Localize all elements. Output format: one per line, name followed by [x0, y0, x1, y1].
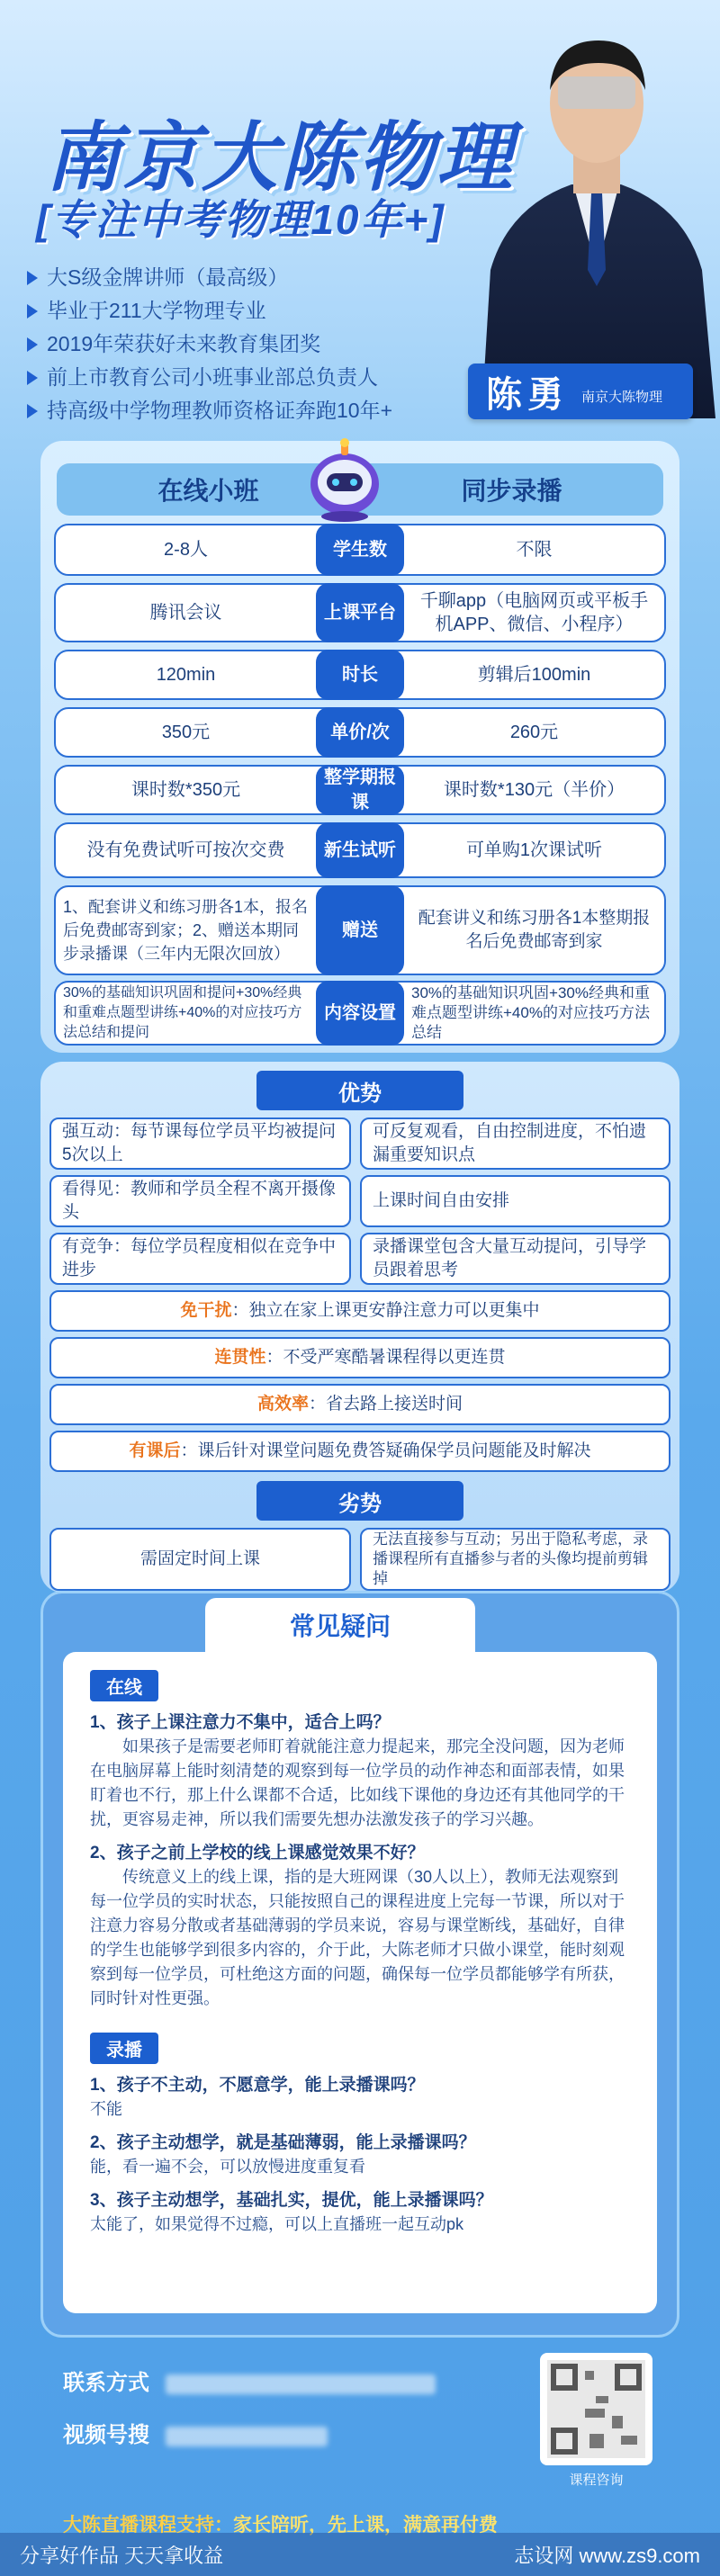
advantages-title: 优势 [256, 1071, 464, 1110]
faq-question: 2、孩子之前上学校的线上课感觉效果不好？ [90, 1844, 425, 1862]
recorded-tag: 录播 [90, 2033, 158, 2064]
comparison-panel [40, 441, 680, 1053]
advantage-recorded: 可反复观看，自由控制进度，不怕遗漏重要知识点 [360, 1117, 670, 1170]
advantage-online: 有竞争：每位学员程度相似在竞争中进步 [50, 1233, 351, 1285]
compare-row-content: 30%的基础知识巩固和提问+30%经典和重难点题型讲练+40%的对应技巧方法总结和提问 内容设置 30%的基础知识巩固+30%经典和重难点题型讲练+40%的对应技巧方法总结 [54, 981, 666, 1046]
advantage-recorded: 录播课堂包含大量互动提问，引导学员跟着思考 [360, 1233, 670, 1285]
blurred-phone [166, 2374, 436, 2394]
teacher-name: 陈勇 [486, 374, 569, 415]
faq-question: 3、孩子主动想学，基础扎实，提优，能上录播课吗？ [90, 2191, 493, 2210]
faq-answer: 能，看一遍不会，可以放慢进度重复看 [90, 2158, 365, 2176]
credential-item: 2019年荣获好未来教育集团奖 [27, 328, 392, 361]
hero-section [0, 0, 720, 432]
credential-item: 大S级金牌讲师（最高级） [27, 261, 392, 294]
online-tag: 在线 [90, 1670, 158, 1701]
site-watermark: 志设网 www.zs9.com [514, 2544, 700, 2567]
page-subtitle: [专注中考物理10年+] [36, 196, 446, 243]
watermark-bar [0, 2533, 720, 2576]
compare-row-gift: 1、配套讲义和练习册各1本，报名后免费邮寄到家；2、赠送本期同步录播课（三年内无限次回放） 赠送 配套讲义和练习册各1本整期报名后免费邮寄到家 [54, 885, 666, 975]
faq-question: 1、孩子不主动，不愿意学，能上录播课吗？ [90, 2076, 425, 2095]
advantage-shared: 高效率 ：省去路上接送时间 [50, 1384, 670, 1425]
faq-question: 1、孩子上课注意力不集中，适合上吗？ [90, 1713, 391, 1732]
support-line: 大陈直播课程支持：家长陪听，先上课，满意再付费 [63, 2515, 498, 2536]
faq-question: 2、孩子主动想学，就是基础薄弱，能上录播课吗？ [90, 2133, 476, 2152]
teacher-portrait [472, 0, 720, 418]
faq-answer: 如果孩子是需要老师盯着就能注意力提起来，那完全没问题，因为老师在电脑屏幕上能时刻清楚的观察到每一位学员的动作神态和面部表情，如果盯着也不行，那上什么课都不合适，比如线下课他的身边还有其他同学的干扰，更容易走神，所以我们需要先想办法激发孩子的学习兴趣。 [90, 1737, 625, 1828]
faq-title: 常见疑问 [205, 1598, 475, 1652]
teacher-name-card [468, 364, 693, 419]
faq-content [63, 1652, 657, 2313]
credential-item: 持高级中学物理教师资格证奔跑10年+ [27, 394, 392, 427]
advantage-shared: 有课后 ：课后针对课堂问题免费答疑确保学员问题能及时解决 [50, 1431, 670, 1472]
triangle-bullet-icon [27, 304, 38, 319]
credential-item: 前上市教育公司小班事业部总负责人 [27, 361, 392, 394]
compare-row-trial: 没有免费试听可按次交费 新生试听 可单购1次课试听 [54, 822, 666, 878]
compare-row-students: 2-8人 学生数 不限 [54, 524, 666, 576]
contact-row [63, 2365, 436, 2396]
advantage-online: 看得见：教师和学员全程不离开摄像头 [50, 1175, 351, 1227]
advantage-shared: 免干扰 ：独立在家上课更安静注意力可以更集中 [50, 1290, 670, 1332]
advantages-panel [40, 1062, 680, 1593]
teacher-caption: 南京大陈物理 [581, 389, 663, 405]
advantage-shared: 连贯性 ：不受严寒酷暑课程得以更连贯 [50, 1337, 670, 1378]
triangle-bullet-icon [27, 371, 38, 385]
faq-answer: 太能了，如果觉得不过瘾，可以上直播班一起互动pk [90, 2215, 464, 2233]
credential-list [27, 261, 392, 427]
blurred-video-id [166, 2427, 328, 2446]
faq-answer: 传统意义上的线上课，指的是大班网课（30人以上），教师无法观察到每一位学员的实时状态，只能按照自己的课程进度上完每一节课，所以对于注意力容易分散或者基础薄弱的学员来说，容易与课堂断线，基础好，自律的学生也能够学到很多内容的，介于此，大陈老师才只做小课堂，能时刻观察到每一位学员，可杜绝这方面的问题，确保每一位学员都能够学有所获，同时针对性更强。 [90, 1868, 625, 2007]
video-label: 视频号搜 [63, 2423, 149, 2447]
page-title: 南京大陈物理 [45, 115, 516, 200]
advantage-online: 强互动：每节课每位学员平均被提问5次以上 [50, 1117, 351, 1170]
advantage-recorded: 上课时间自由安排 [360, 1175, 670, 1227]
disadvantage-online: 需固定时间上课 [50, 1528, 351, 1591]
credential-item: 毕业于211大学物理专业 [27, 294, 392, 328]
triangle-bullet-icon [27, 271, 38, 285]
qr-caption: 课程咨询 [569, 2473, 624, 2488]
faq-answer: 不能 [90, 2100, 122, 2118]
compare-row-price: 350元 单价/次 260元 [54, 707, 666, 758]
share-slogan: 分享好作品 天天拿收益 [20, 2544, 224, 2567]
compare-row-duration: 120min 时长 剪辑后100min [54, 650, 666, 700]
astronaut-robot-icon [302, 437, 388, 524]
disadvantage-recorded: 无法直接参与互动；另出于隐私考虑，录播课程所有直播参与者的头像均提前剪辑掉 [360, 1528, 670, 1591]
compare-row-platform: 腾讯会议 上课平台 千聊app（电脑网页或平板手机APP、微信、小程序） [54, 583, 666, 642]
triangle-bullet-icon [27, 404, 38, 418]
qr-code-image[interactable] [540, 2353, 652, 2465]
contact-label: 联系方式 [63, 2371, 149, 2395]
triangle-bullet-icon [27, 337, 38, 352]
faq-panel [40, 1591, 680, 2338]
online-class-header: 在线小班 [158, 477, 259, 505]
compare-row-semester: 课时数*350元 整学期报课 课时数*130元（半价） [54, 765, 666, 815]
recorded-class-header: 同步录播 [461, 477, 562, 505]
video-row [63, 2417, 328, 2448]
disadvantages-title: 劣势 [256, 1481, 464, 1521]
